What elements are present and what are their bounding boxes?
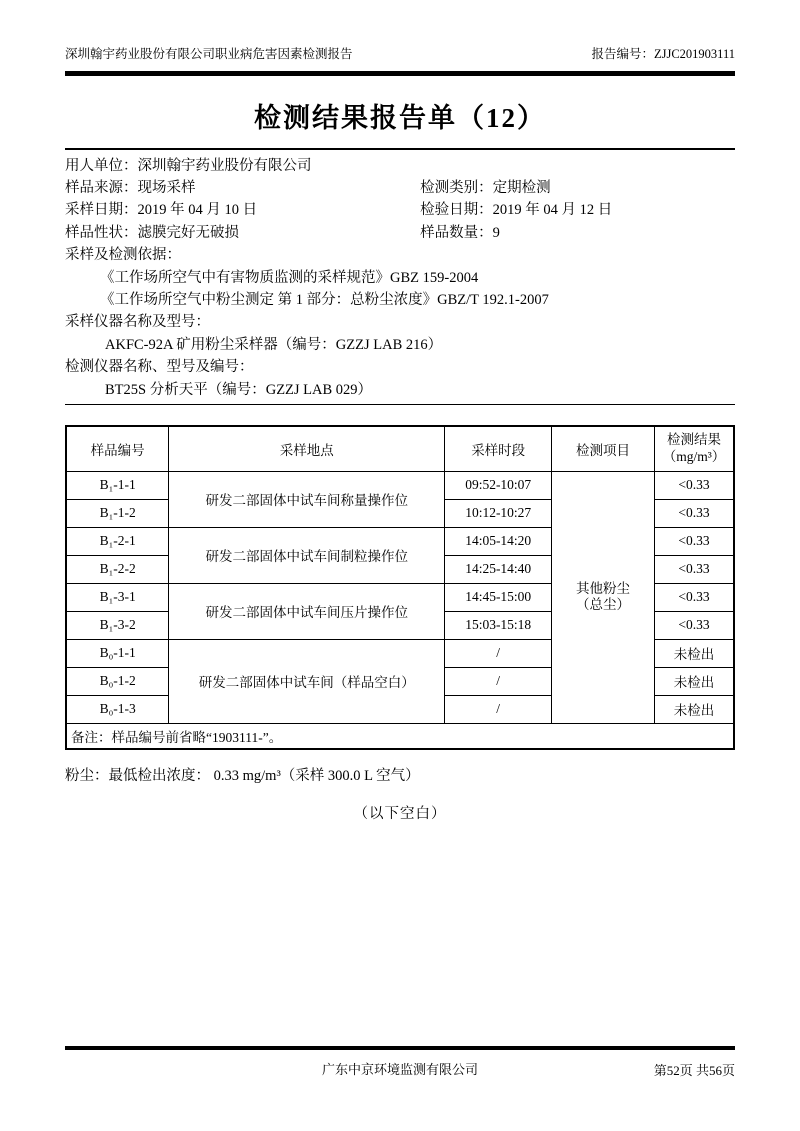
sample-condition-value: 滤膜完好无破损 (137, 224, 239, 241)
header-project: 检测项目 (552, 426, 655, 471)
result-cell: <0.33 (654, 499, 734, 527)
detect-type-label: 检测类别： (420, 179, 493, 196)
header-result-line2: （mg/m³） (662, 449, 726, 465)
sample-id-cell: B₀-1-3 (66, 695, 169, 723)
sample-id-cell: B₁-1-2 (66, 499, 169, 527)
time-cell: 10:12-10:27 (445, 499, 552, 527)
sampling-date (65, 199, 420, 221)
info-row-source-type (65, 177, 735, 199)
detect-type-value: 定期检测 (492, 179, 551, 196)
result-cell: <0.33 (654, 583, 734, 611)
sample-source (65, 177, 420, 199)
instrument-value: BT25S 分析天平（编号：GZZJ LAB 029） (105, 381, 373, 398)
sample-count-label: 样品数量： (420, 224, 493, 241)
table-row (66, 471, 734, 499)
header-location: 采样地点 (169, 426, 445, 471)
basis-label: 采样及检测依据： (65, 247, 181, 264)
time-cell: 15:03-15:18 (445, 611, 552, 639)
location-cell: 研发二部固体中试车间称量操作位 (169, 471, 445, 527)
blank-below-note: （以下空白） (353, 805, 447, 822)
sample-condition-label: 样品性状： (65, 224, 138, 241)
info-row-condition-count (65, 222, 735, 244)
sample-count-value: 9 (492, 224, 500, 241)
result-cell: <0.33 (654, 527, 734, 555)
location-cell: 研发二部固体中试车间（样品空白） (169, 639, 445, 723)
header-rule (65, 71, 735, 76)
report-number: 报告编号：ZJJC201903111 (591, 47, 735, 61)
basis-item-2: 《工作场所空气中粉尘测定 第 1 部分：总粉尘浓度》GBZ/T 192.1-2007 (100, 291, 549, 308)
sampler-label: 采样仪器名称及型号： (65, 314, 210, 331)
result-cell: 未检出 (654, 639, 734, 667)
time-cell: 14:45-15:00 (445, 583, 552, 611)
time-cell: 14:05-14:20 (445, 527, 552, 555)
header-result-line1: 检测结果 (666, 432, 721, 448)
project-line1: 其他粉尘 (576, 580, 631, 596)
sample-condition (65, 222, 420, 244)
detect-type (420, 177, 735, 199)
sampling-date-label: 采样日期： (65, 202, 138, 219)
inspect-date-label: 检验日期： (420, 202, 493, 219)
project-cell (552, 471, 655, 723)
table-note-row (66, 723, 734, 749)
employer-label: 用人单位： (65, 157, 138, 174)
time-cell: / (445, 639, 552, 667)
page-header (65, 0, 735, 71)
instrument-label: 检测仪器名称、型号及编号： (65, 359, 254, 376)
time-cell: 14:25-14:40 (445, 555, 552, 583)
footer-rule (65, 1046, 735, 1050)
document-title: 检测结果报告单（12） (254, 103, 546, 133)
header-time: 采样时段 (445, 426, 552, 471)
results-table (65, 425, 735, 750)
sample-id-cell: B₁-1-1 (66, 471, 169, 499)
header-sample-id: 样品编号 (66, 426, 169, 471)
result-cell: <0.33 (654, 555, 734, 583)
sampler-value: AKFC-92A 矿用粉尘采样器（编号：GZZJ LAB 216） (105, 336, 443, 353)
page-footer (65, 1046, 735, 1078)
project-line2: （总尘） (576, 597, 631, 613)
basis-item-1: 《工作场所空气中有害物质监测的采样规范》GBZ 159-2004 (100, 269, 479, 286)
inspect-date (420, 199, 735, 221)
header-result (654, 426, 734, 471)
location-cell: 研发二部固体中试车间制粒操作位 (169, 527, 445, 583)
sample-source-label: 样品来源： (65, 179, 138, 196)
table-note: 备注：样品编号前省略“1903111-”。 (66, 723, 734, 749)
info-row-employer (65, 155, 735, 177)
inspect-date-value: 2019 年 04 月 12 日 (492, 202, 613, 219)
sample-id-cell: B₁-3-1 (66, 583, 169, 611)
info-section (65, 155, 735, 401)
sample-id-cell: B₁-2-1 (66, 527, 169, 555)
info-divider (65, 404, 735, 406)
sample-id-cell: B₀-1-2 (66, 667, 169, 695)
footer-page-info: 第52页 共56页 (653, 1063, 735, 1078)
sample-id-cell: B₁-2-2 (66, 555, 169, 583)
sample-source-value: 现场采样 (137, 179, 196, 196)
result-cell: 未检出 (654, 667, 734, 695)
result-cell: <0.33 (654, 611, 734, 639)
result-cell: <0.33 (654, 471, 734, 499)
sample-id-cell: B₁-3-2 (66, 611, 169, 639)
result-cell: 未检出 (654, 695, 734, 723)
title-divider (65, 148, 735, 150)
detection-limit-note: 粉尘：最低检出浓度： 0.33 mg/m³（采样 300.0 L 空气） (65, 767, 420, 784)
employer-value: 深圳翰宇药业股份有限公司 (137, 157, 312, 174)
footer-row (65, 1059, 735, 1078)
footer-company: 广东中京环境监测有限公司 (321, 1062, 478, 1077)
sample-count (420, 222, 735, 244)
time-cell: / (445, 695, 552, 723)
table-header-row (66, 426, 734, 471)
sample-id-cell: B₀-1-1 (66, 639, 169, 667)
page-header-title: 深圳翰宇药业股份有限公司职业病危害因素检测报告 (65, 47, 353, 61)
time-cell: / (445, 667, 552, 695)
info-row-dates (65, 199, 735, 221)
time-cell: 09:52-10:07 (445, 471, 552, 499)
location-cell: 研发二部固体中试车间压片操作位 (169, 583, 445, 639)
sampling-date-value: 2019 年 04 月 10 日 (137, 202, 258, 219)
